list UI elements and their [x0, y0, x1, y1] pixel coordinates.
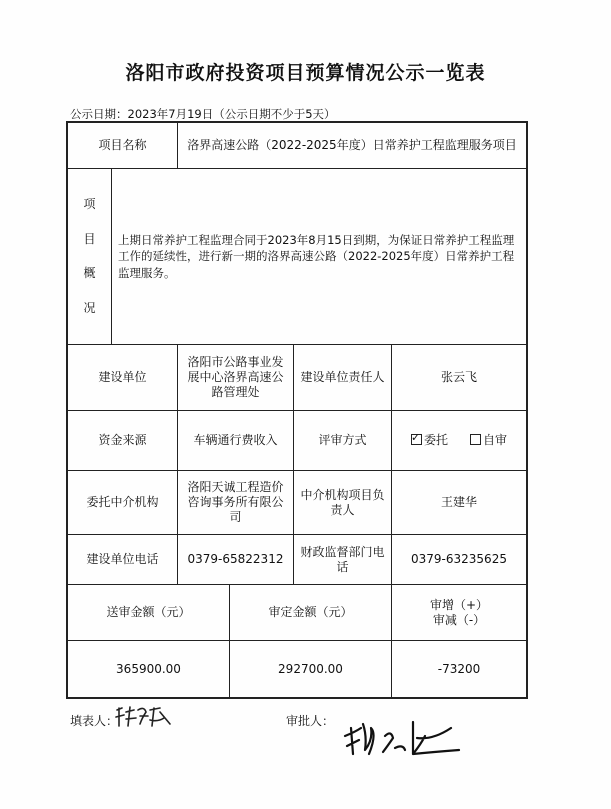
project-name-value: 洛界高速公路（2022-2025年度）日常养护工程监理服务项目 — [187, 138, 517, 152]
diff-amount-value: -73200 — [437, 661, 481, 676]
budget-table — [66, 121, 528, 699]
filler-signature — [114, 704, 174, 730]
publish-date: 公示日期：2023年7月19日（公示日期不少于5天） — [70, 107, 336, 121]
option-entrust-label: 委托 — [423, 433, 448, 447]
amounts-header-row — [66, 585, 528, 641]
overview-label — [68, 169, 112, 344]
construction-unit-value: 洛阳市公路事业发展中心洛界高速公路管理处 — [178, 345, 294, 410]
overview-label-char: 况 — [83, 301, 96, 316]
agency-row — [66, 471, 528, 535]
construction-unit-row — [66, 345, 528, 411]
option-entrust[interactable] — [411, 433, 448, 448]
agency-value: 洛阳天诚工程造价咨询事务所有限公司 — [178, 471, 294, 534]
option-self-label: 自审 — [483, 433, 508, 447]
option-self[interactable] — [470, 433, 507, 448]
checkbox-unchecked-icon[interactable] — [470, 434, 481, 445]
overview-label-char: 项 — [83, 196, 96, 211]
agency-person-label: 中介机构项目负责人 — [294, 471, 392, 534]
finance-phone-label: 财政监督部门电话 — [294, 535, 392, 584]
approved-amount-label: 审定金额（元） — [230, 585, 392, 640]
agency-label: 委托中介机构 — [68, 471, 178, 534]
funding-row — [66, 411, 528, 471]
funding-label: 资金来源 — [68, 411, 178, 470]
filler-label: 填表人： — [70, 714, 119, 728]
diff-increase-label: 审增（+） — [429, 597, 489, 612]
checkbox-checked-icon[interactable] — [411, 434, 422, 445]
construction-person-value: 张云飞 — [440, 370, 477, 384]
diff-decrease-label: 审减（-） — [432, 612, 486, 627]
page-title: 洛阳市政府投资项目预算情况公示一览表 — [125, 62, 486, 84]
approver-label: 审批人： — [286, 714, 335, 728]
construction-person-label: 建设单位责任人 — [294, 345, 392, 410]
approver-signature — [343, 714, 463, 762]
finance-phone-value: 0379-63235625 — [411, 552, 507, 566]
overview-text: 上期日常养护工程监理合同于2023年8月15日到期，为保证日常养护工程监理工作的延续性，进行新一期的洛界高速公路（2022-2025年度）日常养护工程监理服务。 — [118, 232, 515, 280]
submitted-amount-value: 365900.00 — [68, 641, 230, 697]
review-method-options — [392, 411, 526, 470]
funding-value: 车辆通行费收入 — [178, 411, 294, 470]
phone-row — [66, 535, 528, 585]
construction-unit-label: 建设单位 — [68, 345, 178, 410]
diff-amount-label — [392, 585, 526, 640]
submitted-amount-label: 送审金额（元） — [68, 585, 230, 640]
unit-phone-value: 0379-65822312 — [178, 535, 294, 584]
overview-label-char: 概 — [83, 266, 96, 281]
overview-row — [66, 169, 528, 345]
agency-person-value: 王建华 — [440, 495, 477, 509]
project-name-row — [66, 121, 528, 169]
overview-label-char: 目 — [83, 231, 96, 246]
amounts-value-row — [66, 641, 528, 699]
review-method-label: 评审方式 — [294, 411, 392, 470]
unit-phone-label: 建设单位电话 — [68, 535, 178, 584]
approved-amount-value: 292700.00 — [230, 641, 392, 697]
project-name-label: 项目名称 — [68, 123, 178, 168]
